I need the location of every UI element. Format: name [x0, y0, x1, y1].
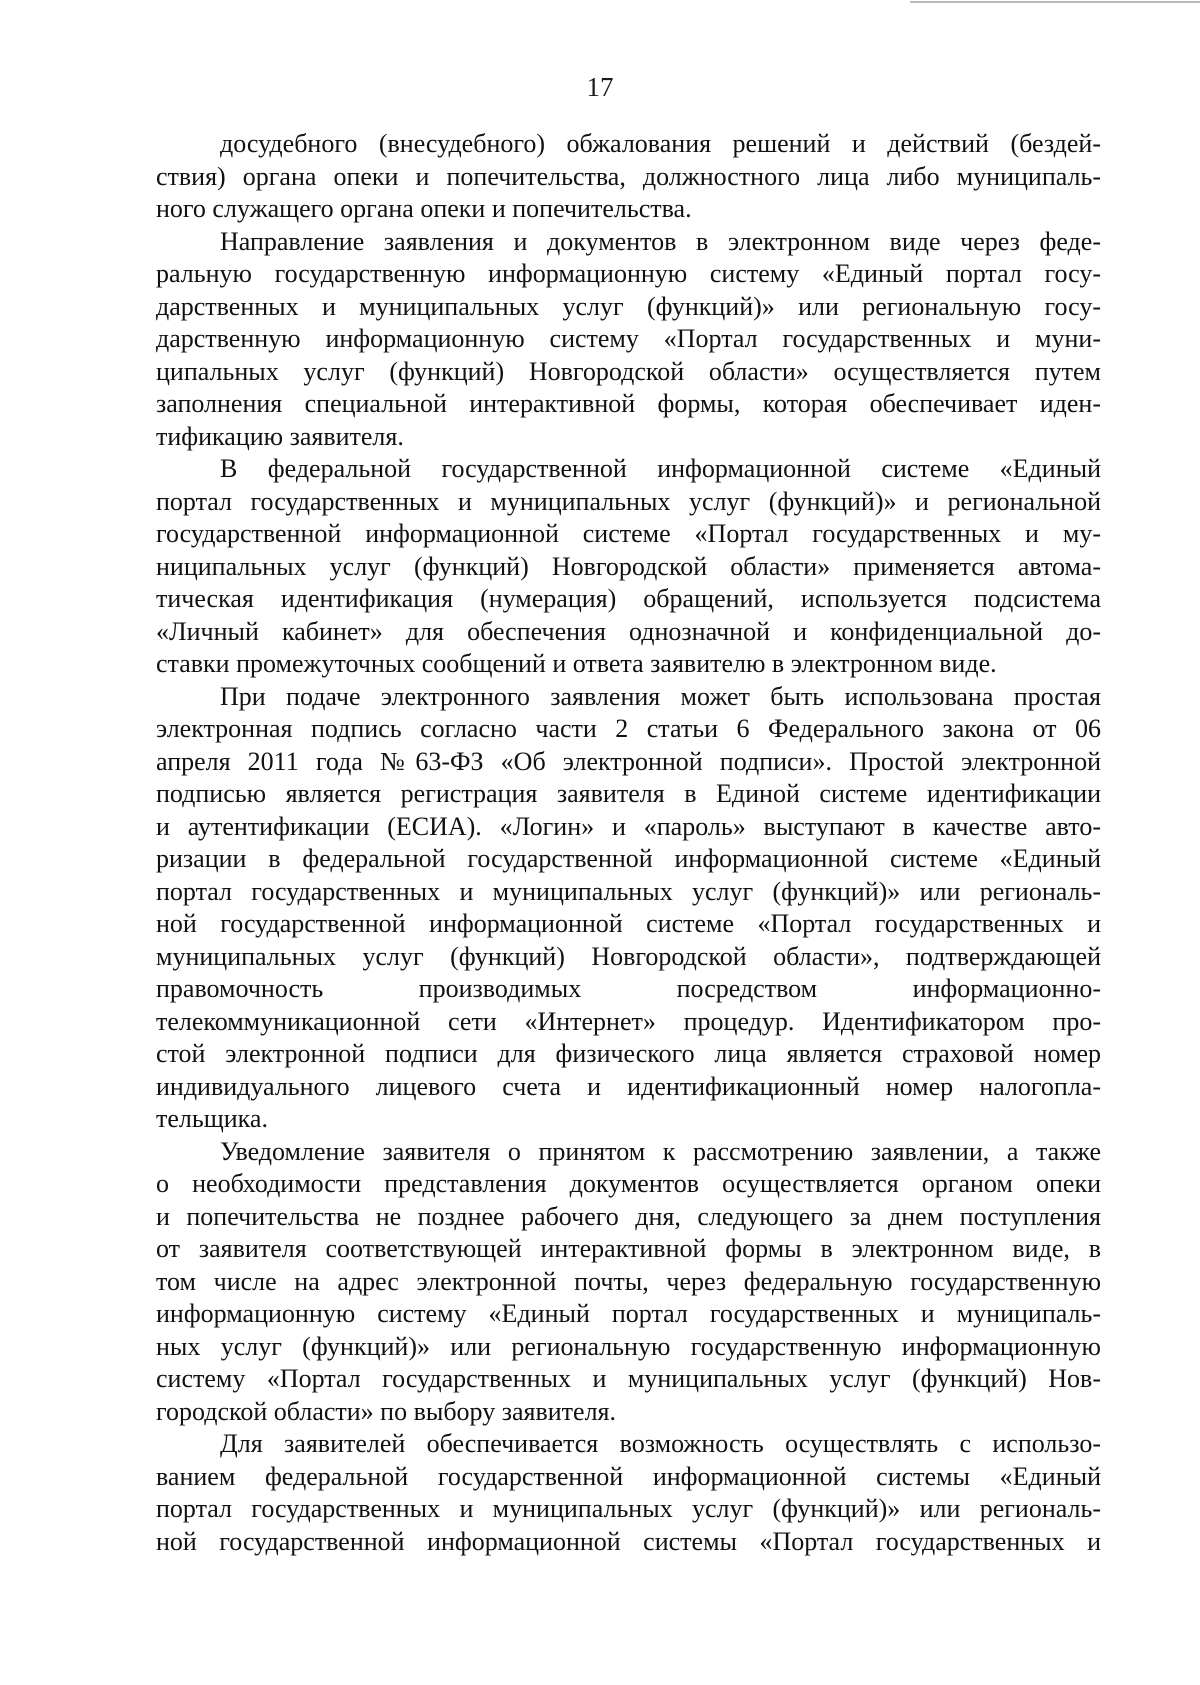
text-line: тификацию заявителя. [156, 421, 404, 451]
text-line: заполнения специальной интерактивной формы, которая обеспечивает иден- [156, 389, 1101, 418]
text-line: ного служащего органа опеки и попечительства. [156, 194, 692, 223]
text-line: том числе на адрес электронной почты, через федеральную государственную [156, 1266, 1101, 1296]
text-line: При подаче электронного заявления может быть использована простая [220, 681, 1101, 711]
text-line: ризации в федеральной государственной информационной системе «Единый [156, 844, 1101, 873]
text-line: информационную систему «Единый портал государственных и муниципаль- [156, 1299, 1101, 1328]
paragraph [156, 1428, 1101, 1558]
text-line: Уведомление заявителя о принятом к рассмотрению заявлении, а также [220, 1136, 1101, 1166]
text-line: ванием федеральной государственной информационной системы «Единый [156, 1461, 1101, 1491]
text-line: досудебного (внесудебного) обжалования решений и действий (бездей- [220, 129, 1101, 158]
text-line: от заявителя соответствующей интерактивной формы в электронном виде, в [156, 1234, 1101, 1263]
text-line: ральную государственную информационную систему «Единый портал госу- [156, 259, 1101, 288]
text-line: портал государственных и муниципальных услуг (функций)» или региональ- [156, 876, 1101, 906]
text-line: стой электронной подписи для физического лица является страховой номер [156, 1039, 1101, 1068]
text-line: Для заявителей обеспечивается возможность осуществлять с использо- [220, 1429, 1101, 1458]
text-line: портал государственных и муниципальных услуг (функций)» или региональ- [156, 1494, 1101, 1523]
text-line: электронная подпись согласно части 2 статьи 6 Федерального закона от 06 [156, 714, 1101, 743]
text-line: муниципальных услуг (функций) Новгородской области», подтверждающей [156, 941, 1101, 971]
text-line: тическая идентификация (нумерация) обращений, используется подсистема [156, 584, 1101, 613]
page-number: 17 [586, 72, 614, 102]
text-line: и аутентификации (ЕСИА). «Логин» и «пароль» выступают в качестве авто- [156, 811, 1101, 841]
text-line: государственной информационной системе «Портал государственных и му- [156, 519, 1101, 548]
paragraph [156, 226, 1101, 454]
text-line: систему «Портал государственных и муниципальных услуг (функций) Нов- [156, 1364, 1101, 1393]
text-line: апреля 2011 года №63-ФЗ «Об электронной подписи». Простой электронной [156, 746, 1101, 776]
text-line: дарственную информационную систему «Портал государственных и муни- [156, 324, 1101, 353]
text-line: ставки промежуточных сообщений и ответа заявителю в электронном виде. [156, 649, 997, 678]
text-line: правомочность производимых посредством информационно- [156, 974, 1101, 1003]
text-line: портал государственных и муниципальных услуг (функций)» и региональной [156, 486, 1101, 516]
text-line: городской области» по выбору заявителя. [156, 1396, 617, 1426]
text-line: индивидуального лицевого счета и идентификационный номер налогопла- [156, 1071, 1101, 1101]
text-line: телекоммуникационной сети «Интернет» процедур. Идентификатором про- [156, 1006, 1101, 1036]
paragraph [156, 128, 1101, 226]
document-body [156, 128, 1101, 1558]
paragraph [156, 453, 1101, 681]
text-line: подписью является регистрация заявителя в Единой системе идентификации [156, 779, 1101, 808]
text-line: ных услуг (функций)» или региональную государственную информационную [156, 1331, 1101, 1361]
text-line: ципальных услуг (функций) Новгородской области» осуществляется путем [156, 356, 1101, 386]
text-line: ствия) органа опеки и попечительства, должностного лица либо муниципаль- [156, 161, 1101, 191]
paragraph [156, 681, 1101, 1136]
paragraph [156, 1136, 1101, 1429]
text-line: «Личный кабинет» для обеспечения однозначной и конфиденциальной до- [156, 616, 1101, 646]
text-line: о необходимости представления документов осуществляется органом опеки [156, 1169, 1101, 1198]
text-line: тельщика. [156, 1104, 268, 1133]
text-line: ной государственной информационной системе «Портал государственных и [156, 909, 1101, 938]
text-line: дарственных и муниципальных услуг (функций)» или региональную госу- [156, 291, 1101, 321]
text-line: и попечительства не позднее рабочего дня, следующего за днем поступления [156, 1201, 1101, 1231]
text-line: ной государственной информационной системы «Портал государственных и [156, 1526, 1101, 1556]
text-line: Направление заявления и документов в электронном виде через феде- [220, 226, 1101, 256]
text-line: ниципальных услуг (функций) Новгородской области» применяется автома- [156, 551, 1101, 581]
text-line: В федеральной государственной информационной системе «Единый [220, 454, 1101, 483]
